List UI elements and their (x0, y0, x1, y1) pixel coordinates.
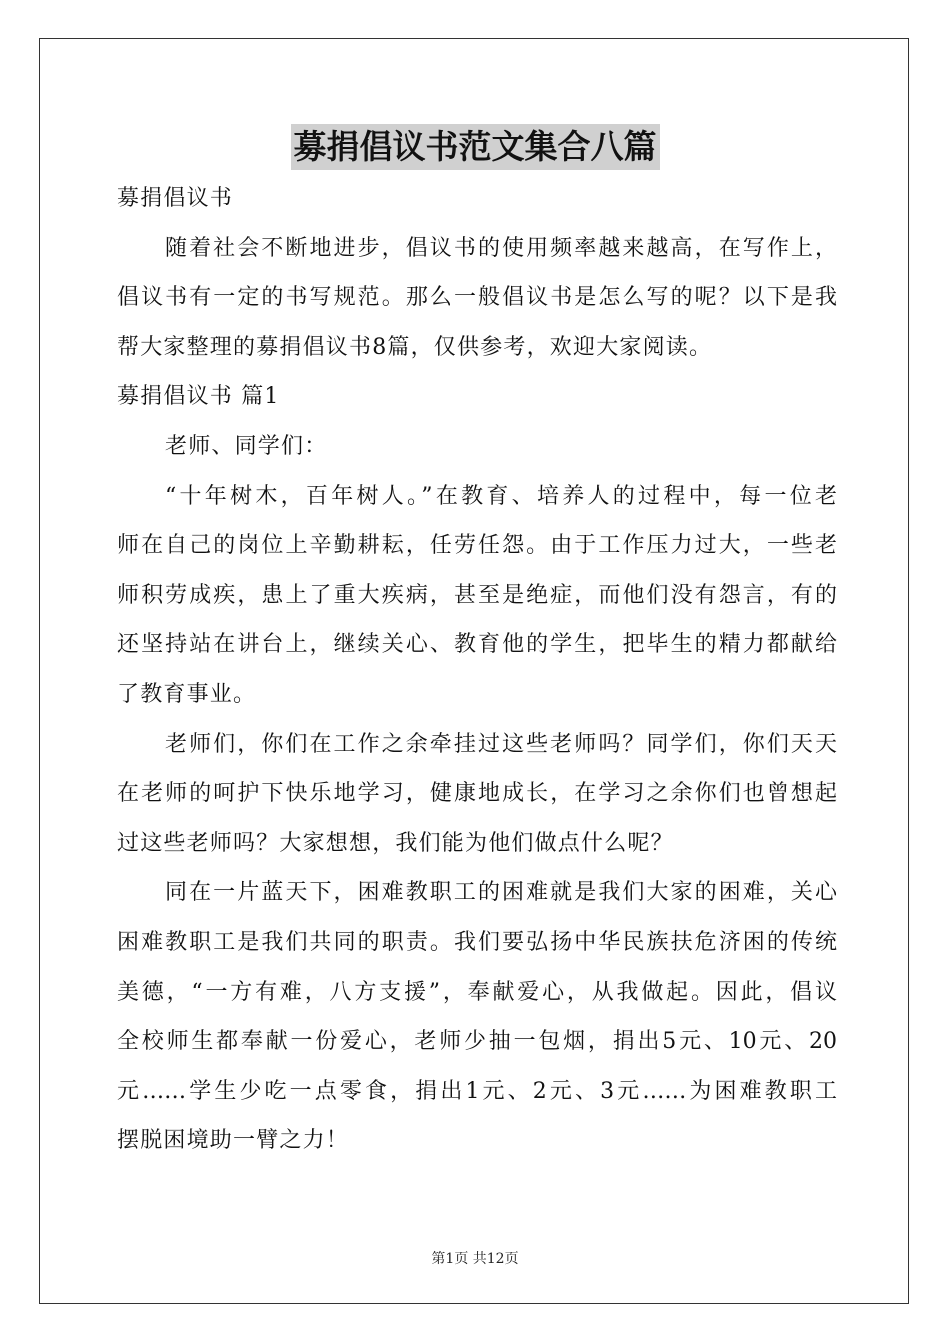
text-line: 师在自己的岗位上辛勤耕耘，任劳任怨。由于工作压力过大，一些老 (117, 533, 837, 559)
text-line: 美德，“一方有难，八方支援”，奉献爱心，从我做起。因此，倡议 (117, 979, 837, 1005)
text-line: 困难教职工是我们共同的职责。我们要弘扬中华民族扶危济困的传统 (117, 929, 837, 955)
title-container (0, 124, 950, 170)
text-line: 帮大家整理的募捐倡议书8篇，仅供参考，欢迎大家阅读。 (117, 334, 713, 360)
text-line: 过这些老师吗？大家想想，我们能为他们做点什么呢？ (117, 830, 674, 856)
document-body (117, 174, 837, 1166)
text-line: 了教育事业。 (117, 681, 257, 707)
text-line: 师积劳成疾，患上了重大疾病，甚至是绝症，而他们没有怨言，有的 (117, 582, 837, 608)
text-line: 募捐倡议书 篇1 (117, 384, 280, 410)
text-line: 还坚持站在讲台上，继续关心、教育他的学生，把毕生的精力都献给 (117, 632, 837, 658)
text-line: 全校师生都奉献一份爱心，老师少抽一包烟，捐出5元、10元、20 (117, 1029, 837, 1055)
text-line: 募捐倡议书 (117, 186, 234, 211)
text-line: 随着社会不断地进步，倡议书的使用频率越来越高，在写作上， (165, 235, 837, 261)
text-line: 同在一片蓝天下，困难教职工的困难就是我们大家的困难，关心 (165, 880, 837, 906)
text-line: “十年树木，百年树人。”在教育、培养人的过程中，每一位老 (165, 483, 837, 509)
text-line: 元……学生少吃一点零食，捐出1元、2元、3元……为困难教职工 (117, 1078, 837, 1104)
text-line: 老师、同学们： (165, 433, 328, 459)
text-line: 摆脱困境助一臂之力！ (117, 1128, 350, 1154)
text-line: 在老师的呵护下快乐地学习，健康地成长，在学习之余你们也曾想起 (117, 781, 837, 807)
page-footer: 第1页 共12页 (431, 1251, 519, 1267)
text-line: 倡议书有一定的书写规范。那么一般倡议书是怎么写的呢？以下是我 (117, 285, 837, 311)
text-line: 老师们，你们在工作之余牵挂过这些老师吗？同学们，你们天天 (165, 731, 837, 757)
document-title: 募捐倡议书范文集合八篇 (291, 124, 660, 170)
